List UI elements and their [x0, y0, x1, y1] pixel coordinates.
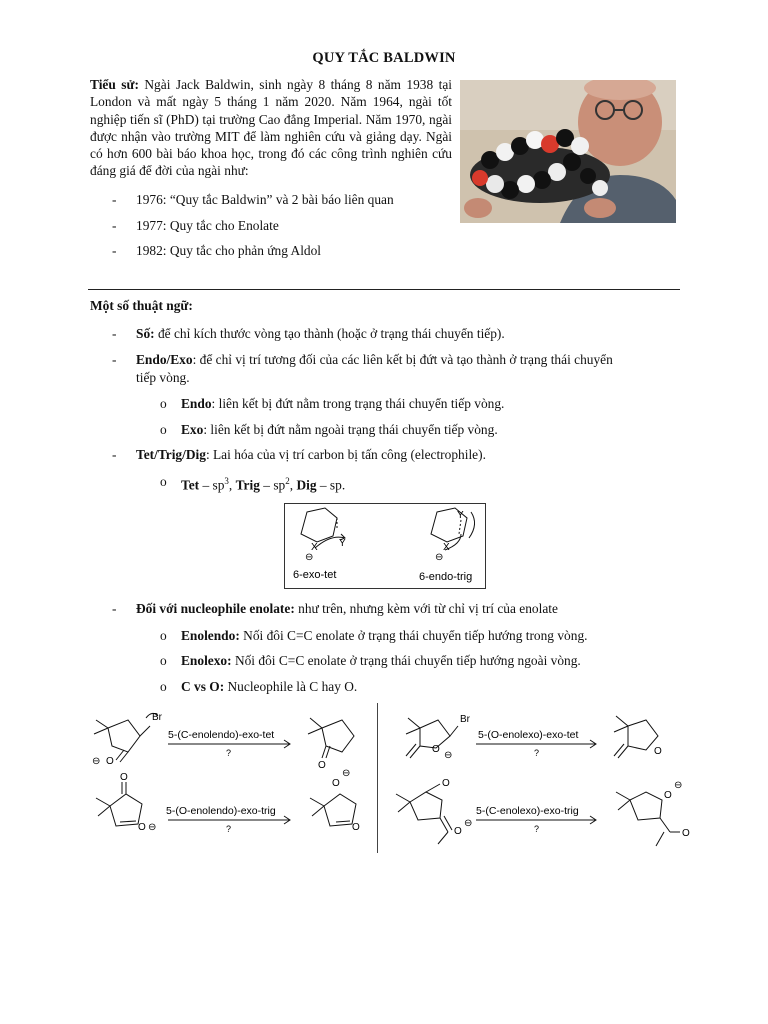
circle-bullet: o: [160, 474, 167, 489]
dash-bullet: -: [112, 601, 117, 616]
atom-x-right: X: [443, 542, 450, 553]
term-text: Nối đôi C=C enolate ở trạng thái chuyển tiếp hướng trong vòng.: [239, 628, 588, 643]
term-endo: [181, 395, 504, 412]
bromine-label-2: Br: [460, 714, 470, 725]
charge-r2: ⊖: [444, 750, 453, 761]
oxygen-p3-top: O: [332, 778, 340, 789]
charge-left: ⊖: [305, 552, 314, 563]
dash-bullet: -: [112, 192, 117, 207]
term-text: : liên kết bị đứt nằm ngoài trạng thái chuyển tiếp vòng.: [203, 422, 498, 437]
charge-r3: ⊖: [148, 822, 157, 833]
term-label: Số:: [136, 326, 155, 341]
hybridization-line: Tet – $sp^3$, Trig – $sp^2$, Dig – sp.: [181, 476, 346, 493]
term-exo: [181, 421, 498, 438]
publication-text: 1982: Quy tắc cho phản ứng Aldol: [136, 243, 322, 258]
biography-label: Tiểu sử:: [90, 77, 139, 92]
dash-bullet: -: [112, 326, 117, 341]
exo-tet-label: 6-exo-tet: [293, 569, 337, 581]
term-endo-exo-continued: tiếp vòng.: [136, 370, 190, 385]
reaction-label-2: 5-(O-enolexo)-exo-tet: [478, 729, 579, 741]
term-label: C vs O:: [181, 679, 225, 694]
dash-bullet: -: [112, 217, 117, 233]
term-enolexo: [181, 652, 581, 669]
term-label: Tet/Trig/Dig: [136, 447, 206, 462]
ring-closure-figure: [284, 503, 486, 589]
dash-bullet: -: [112, 243, 117, 258]
atom-y-right: Y: [457, 510, 464, 521]
term-text: như trên, nhưng kèm với từ chỉ vị trí của enolate: [294, 601, 558, 616]
reaction-label-3: 5-(O-enolendo)-exo-trig: [166, 805, 276, 817]
atom-x-left: X: [311, 542, 318, 553]
reaction-question-4: ?: [534, 824, 540, 834]
oxygen-p1: O: [318, 760, 326, 771]
reaction-scheme: [80, 700, 700, 860]
term-text: : Lai hóa của vị trí carbon bị tấn công (electrophile).: [205, 447, 486, 462]
tet-label: Tet: [181, 477, 200, 493]
reaction-question-1: ?: [226, 748, 232, 758]
term-text: để chỉ kích thước vòng tạo thành (hoặc ở trạng thái chuyển tiếp).: [154, 326, 505, 341]
term-label: Endo: [181, 396, 212, 411]
term-text: Nucleophile là C hay O.: [224, 679, 358, 694]
circle-bullet: o: [160, 396, 167, 411]
circle-bullet: o: [160, 679, 167, 694]
term-so: [136, 325, 505, 342]
reaction-label-4: 5-(C-enolexo)-exo-trig: [476, 805, 579, 817]
term-label: Enolendo:: [181, 628, 240, 643]
endo-trig-structure: [431, 508, 475, 550]
oxygen-r3-top: O: [120, 772, 128, 783]
oxygen-r4-enolate: O: [454, 826, 462, 837]
charge-p3: ⊖: [342, 768, 351, 779]
dig-label: Dig: [296, 477, 317, 493]
reaction-label-1: 5-(C-enolendo)-exo-tet: [168, 729, 275, 741]
term-label: Enolexo:: [181, 653, 232, 668]
oxygen-r2: O: [432, 744, 440, 755]
terms-heading: Một số thuật ngữ:: [90, 298, 193, 313]
publication-text: 1977: Quy tắc cho Enolate: [136, 217, 279, 233]
term-enolendo: [181, 627, 587, 644]
oxygen-r1: O: [106, 756, 114, 767]
oxygen-p4-carbonyl: O: [682, 828, 690, 839]
trig-label: Trig: [235, 477, 260, 493]
circle-bullet: o: [160, 628, 167, 643]
oxygen-p2: O: [654, 746, 662, 757]
term-label: Endo/Exo: [136, 352, 193, 367]
atom-y-left: Y: [339, 538, 346, 549]
tet-superscript: 3: [224, 476, 229, 486]
dig-value: – sp.: [316, 477, 346, 493]
oxygen-p4-top: O: [664, 790, 672, 801]
term-label: Exo: [181, 422, 204, 437]
biography-text: Ngài Jack Baldwin, sinh ngày 8 tháng 8 năm 1938 tại London và mất ngày 5 tháng 1 năm 2020. Năm 1964, ngài tốt nghiệp tiến sĩ (PhD) tại trường Cao đẳng Imperial. Năm 1970, ngài được nhận vào trường MIT để làm nghiên cứu và giảng dạy. Ngài có hơn 600 bài báo khoa học, trong đó các công trình nghiên cứu đáng giá để đời của ngài như:: [90, 77, 452, 179]
oxygen-r4-top: O: [442, 778, 450, 789]
page-title: QUY TẮC BALDWIN: [312, 50, 456, 66]
reaction-question-2: ?: [534, 748, 540, 758]
term-c-vs-o: [181, 678, 357, 695]
charge-r1: ⊖: [92, 756, 101, 767]
publication-text: 1976: “Quy tắc Baldwin” và 2 bài báo liên quan: [136, 192, 394, 207]
oxygen-p3-ring: O: [352, 822, 360, 833]
term-endo-exo: [136, 351, 613, 368]
dash-bullet: -: [112, 447, 117, 462]
biography-paragraph: [90, 76, 452, 180]
dash-bullet: -: [112, 352, 117, 367]
term-text: : liên kết bị đứt nằm trong trạng thái chuyển tiếp vòng.: [211, 396, 505, 411]
circle-bullet: o: [160, 653, 167, 668]
baldwin-portrait-photo: [460, 80, 676, 223]
charge-r4: ⊖: [464, 818, 473, 829]
circle-bullet: o: [160, 422, 167, 437]
reaction-question-3: ?: [226, 824, 232, 834]
term-enolate: [136, 600, 558, 617]
charge-p4: ⊖: [674, 780, 683, 791]
term-tet-trig-dig: [136, 446, 486, 463]
oxygen-r3-ring: O: [138, 822, 146, 833]
horizontal-divider: [88, 289, 680, 290]
bromine-label-1: Br: [152, 712, 162, 723]
trig-value: – sp: [259, 477, 286, 493]
term-text: Nối đôi C=C enolate ở trạng thái chuyển tiếp hướng ngoài vòng.: [231, 653, 581, 668]
term-label: Đối với nucleophile enolate:: [136, 601, 295, 616]
charge-right: ⊖: [435, 552, 444, 563]
trig-superscript: 2: [285, 476, 290, 486]
tet-value: – sp: [199, 477, 225, 493]
endo-trig-label: 6-endo-trig: [419, 571, 473, 583]
term-text: : để chỉ vị trí tương đối của các liên kết bị đứt và tạo thành ở trạng thái chuyển: [192, 352, 613, 367]
